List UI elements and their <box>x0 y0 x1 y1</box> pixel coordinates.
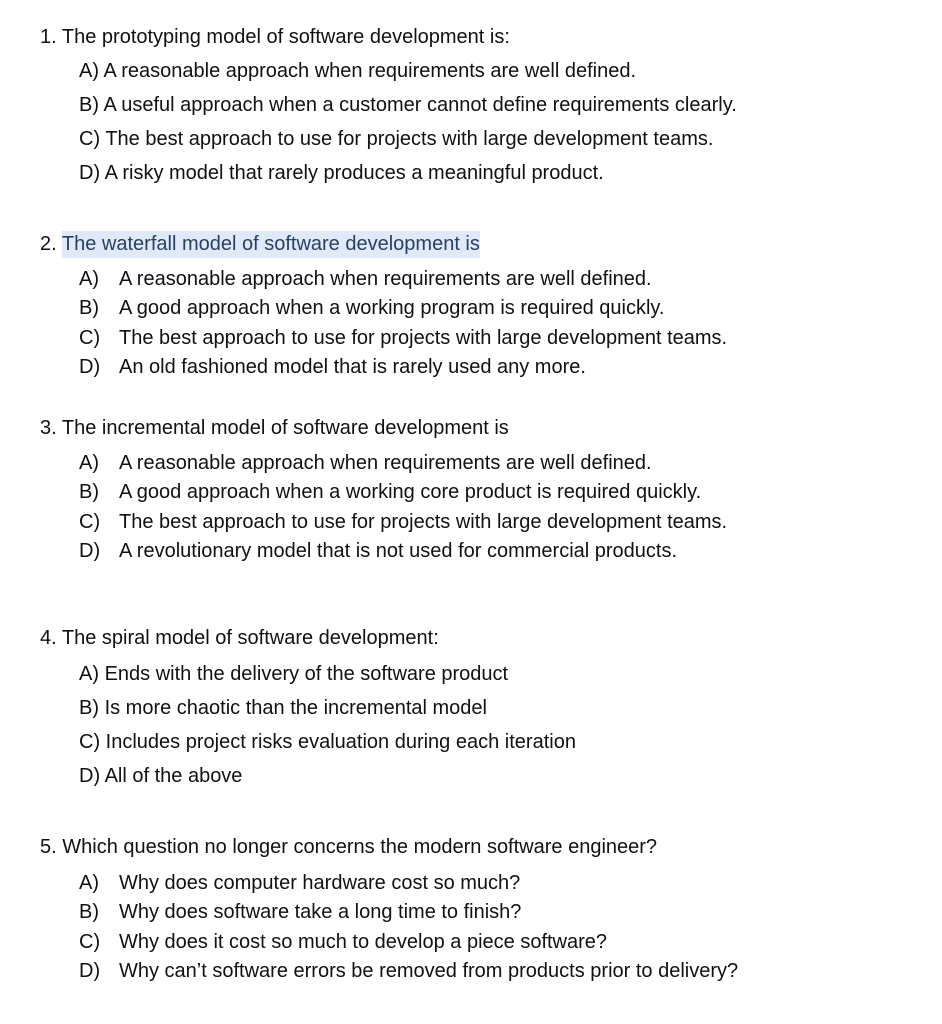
option-letter: D) <box>79 540 101 562</box>
question-3-option-b <box>79 479 701 505</box>
option-text: A useful approach when a customer cannot define requirements clearly. <box>103 94 737 116</box>
option-text: The best approach to use for projects with large development teams. <box>119 511 728 533</box>
option-letter: A) <box>79 268 99 290</box>
option-text: Why can’t software errors be removed from products prior to delivery? <box>119 960 739 982</box>
question-1-title <box>40 24 510 50</box>
question-3-title <box>40 415 509 441</box>
option-letter: A) <box>79 663 99 685</box>
option-text: A reasonable approach when requirements are well defined. <box>119 452 652 474</box>
question-5-option-d <box>79 958 738 984</box>
option-text: Ends with the delivery of the software product <box>104 663 509 685</box>
question-number: 1. <box>40 26 57 48</box>
question-2-option-a <box>79 266 652 292</box>
question-4-option-b <box>79 695 487 721</box>
option-text: All of the above <box>104 765 243 787</box>
option-letter: C) <box>79 128 101 150</box>
question-text: The incremental model of software development is <box>61 417 509 439</box>
option-letter: D) <box>79 162 101 184</box>
question-4-option-a <box>79 661 508 687</box>
question-3-option-c <box>79 509 727 535</box>
option-letter: B) <box>79 297 99 319</box>
question-number: 4. <box>40 627 57 649</box>
option-letter: C) <box>79 511 101 533</box>
option-text: Includes project risks evaluation during each iteration <box>105 731 576 753</box>
question-5-option-b <box>79 899 521 925</box>
option-letter: C) <box>79 731 101 753</box>
question-4-option-d <box>79 763 242 789</box>
question-3-option-d <box>79 538 677 564</box>
question-2-option-d <box>79 354 586 380</box>
option-letter: D) <box>79 356 101 378</box>
option-text: An old fashioned model that is rarely used any more. <box>119 356 586 378</box>
option-text: A good approach when a working program is required quickly. <box>119 297 665 319</box>
option-text: A good approach when a working core product is required quickly. <box>119 481 702 503</box>
option-text: The best approach to use for projects with large development teams. <box>105 128 714 150</box>
question-5-title <box>40 834 657 860</box>
option-letter: B) <box>79 94 99 116</box>
option-text: Why does computer hardware cost so much? <box>119 872 521 894</box>
question-2-title <box>40 231 480 257</box>
option-text: A revolutionary model that is not used for commercial products. <box>119 540 678 562</box>
option-letter: B) <box>79 481 99 503</box>
question-number: 5. <box>40 836 57 858</box>
question-4-title <box>40 625 439 651</box>
question-text: The prototyping model of software development is: <box>61 26 510 48</box>
question-text: The spiral model of software development: <box>61 627 439 649</box>
question-number: 2. <box>40 233 57 255</box>
question-1-option-a <box>79 58 636 84</box>
option-text: The best approach to use for projects with large development teams. <box>119 327 728 349</box>
question-4-option-c <box>79 729 576 755</box>
question-text-selected[interactable]: The waterfall model of software development is <box>62 231 480 258</box>
option-letter: B) <box>79 901 99 923</box>
question-number: 3. <box>40 417 57 439</box>
option-text: Why does it cost so much to develop a piece software? <box>119 931 608 953</box>
question-2-option-b <box>79 295 665 321</box>
question-1-option-d <box>79 160 604 186</box>
option-letter: D) <box>79 765 101 787</box>
question-text: Which question no longer concerns the modern software engineer? <box>62 836 658 858</box>
question-5-option-a <box>79 870 520 896</box>
question-5-option-c <box>79 929 607 955</box>
option-letter: C) <box>79 327 101 349</box>
option-letter: B) <box>79 697 99 719</box>
question-2-option-c <box>79 325 727 351</box>
option-letter: C) <box>79 931 101 953</box>
option-letter: A) <box>79 60 99 82</box>
question-1-option-b <box>79 92 737 118</box>
question-3-option-a <box>79 450 652 476</box>
option-letter: A) <box>79 452 99 474</box>
option-text: A risky model that rarely produces a meaningful product. <box>104 162 604 184</box>
option-text: Is more chaotic than the incremental model <box>104 697 487 719</box>
option-text: A reasonable approach when requirements are well defined. <box>103 60 637 82</box>
question-1-option-c <box>79 126 713 152</box>
option-letter: A) <box>79 872 99 894</box>
option-letter: D) <box>79 960 101 982</box>
option-text: A reasonable approach when requirements are well defined. <box>119 268 652 290</box>
option-text: Why does software take a long time to finish? <box>119 901 522 923</box>
